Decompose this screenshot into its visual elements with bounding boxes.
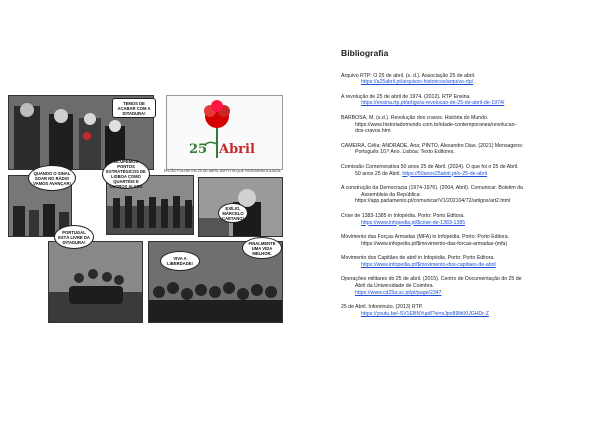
- bib-text: Comissão Comemorativa 50 anos 25 de Abril. (2024). O que foi o 25 de Abril.: [341, 163, 519, 170]
- bib-link[interactable]: https://ensina.rtp.pt/artigo/a-revolucao-de-25-de-abril-de-1974/: [361, 100, 505, 107]
- bib-link[interactable]: https://www.infopedia.pt/$crise-de-1383-1385: [361, 219, 466, 226]
- bib-entry: [341, 304, 563, 317]
- speech-bubble-6: EXÍLIO, MÁRCELO CAETANO!: [218, 203, 248, 223]
- bib-text: Arquivo RTP: O 25 de abril. (s. d.). Associação 25 de abril.: [341, 72, 476, 79]
- bib-text: https://www.infopedia.pt/$movimento-das-forcas-armadas-(mfa): [361, 240, 508, 247]
- bib-entry: [341, 73, 563, 86]
- bib-entry: [341, 115, 563, 135]
- bib-text-with-link: [341, 171, 563, 178]
- bib-text: Operações militares do 25 de abril. (2015). Centro de Documentação do 25 de: [341, 276, 522, 283]
- crowd-on-car-illustration: [49, 242, 143, 323]
- poster-word: Abril: [219, 142, 255, 157]
- bib-text: dos-cravos.htm: [355, 128, 391, 135]
- bib-entry: [341, 164, 563, 177]
- bib-entry: [341, 94, 563, 107]
- bib-link[interactable]: https://50anos25abril.pt/o-25-de-abril: [402, 170, 488, 177]
- bib-text: 50 anos 25 de Abril.: [355, 170, 401, 177]
- bib-text: https://www.historiadomundo.com.br/idade-contemporanea/revolucao-: [355, 121, 517, 128]
- bib-text: https://app.parlamento.pt/comunicar/V1/202104/72/artigos/art2.html: [355, 198, 511, 205]
- carnation-icon: [167, 96, 283, 170]
- speech-bubble-5: VIVA A LIBERDADE!: [160, 251, 200, 271]
- bib-text: 25 de Abril. Infominuto. (2013) RTP.: [341, 304, 423, 311]
- speech-bubble-4: PORTUGAL ESTÁ LIVRE DA DITADURA!: [54, 225, 94, 249]
- poster-number: 25: [189, 142, 208, 157]
- panel-crowd-car-photo: [48, 241, 143, 323]
- comic-collage: [8, 95, 283, 323]
- speech-bubble-7: FINALMENTE UMA VIDA MELHOR.: [242, 237, 282, 259]
- bibliography: [341, 50, 563, 325]
- bib-text: Movimento das Forças Armadas (MFA) in Infopédia. Porto: Porto Editora.: [341, 234, 510, 241]
- bib-entry: [341, 185, 563, 205]
- bib-entry: [341, 276, 563, 296]
- bib-entry: [341, 213, 563, 226]
- bib-text: Abril da Universidade de Coimbra.: [355, 283, 435, 290]
- bib-link[interactable]: https://www.cd25a.uc.pt/pt/page/2347: [355, 289, 442, 296]
- bib-text: Movimento dos Capitães de abril in Infopédia. Porto: Porto Editora.: [341, 255, 495, 262]
- bib-text: Assembleia da República:: [361, 191, 421, 198]
- bib-entry: [341, 255, 563, 268]
- bib-text: Crise de 1383-1385 in Infopédia. Porto: Porto Editora.: [341, 212, 465, 219]
- bib-text: CAMEIRA, Célia; ANDRADE, Ana; PINTO, Alexandre Dias. (2021) Mensagens:: [341, 142, 524, 149]
- panel-25-abril-poster: [166, 95, 283, 170]
- bib-link[interactable]: https://youtu.be/-SV1EBNYup8?si=xJpo89lldXUGHDr-Z: [361, 310, 489, 317]
- speech-bubble-2: QUANDO O SINAL SOAR NO RÁDIO VAMOS AVANÇAR!: [28, 165, 76, 191]
- bib-entry: [341, 234, 563, 247]
- bib-text: A construção da Democracia (1974-1976). (2004, Abril). Comunicar. Boletim da: [341, 185, 523, 192]
- bib-text: Português 10.º Ano. Lisboa: Texto Editores.: [355, 149, 455, 156]
- bib-entry: [341, 143, 563, 156]
- bib-text: A revolução de 25 de abril de 1974. (2012). RTP Ensina.: [341, 93, 471, 100]
- bib-link[interactable]: https://www.infopedia.pt/$movimento-dos-capitaes-de-abril: [361, 261, 496, 268]
- bibliography-heading: Bibliografia: [341, 48, 389, 58]
- bib-link[interactable]: https://a25abril.pt/arquivos-historicos/arquivo-rtp/: [361, 79, 474, 86]
- bib-text: BARBOSA, M. (s.d.). Revolução dos cravos. História do Mundo.: [341, 114, 489, 121]
- poster-caption: ENTÃO FOLHEI EM 25 DE ABRIL EM FOTA QUE PASSARAM A AJUDA.: [164, 169, 282, 173]
- speech-bubble-1: TEMOS DE ACABAR COM A DITADURA!: [112, 98, 156, 118]
- speech-bubble-3: OCUPEMOS PONTOS ESTRATÉGICOS DE LISBOA COMO QUARTÉIS E OUTROS ALVOS: [102, 159, 150, 189]
